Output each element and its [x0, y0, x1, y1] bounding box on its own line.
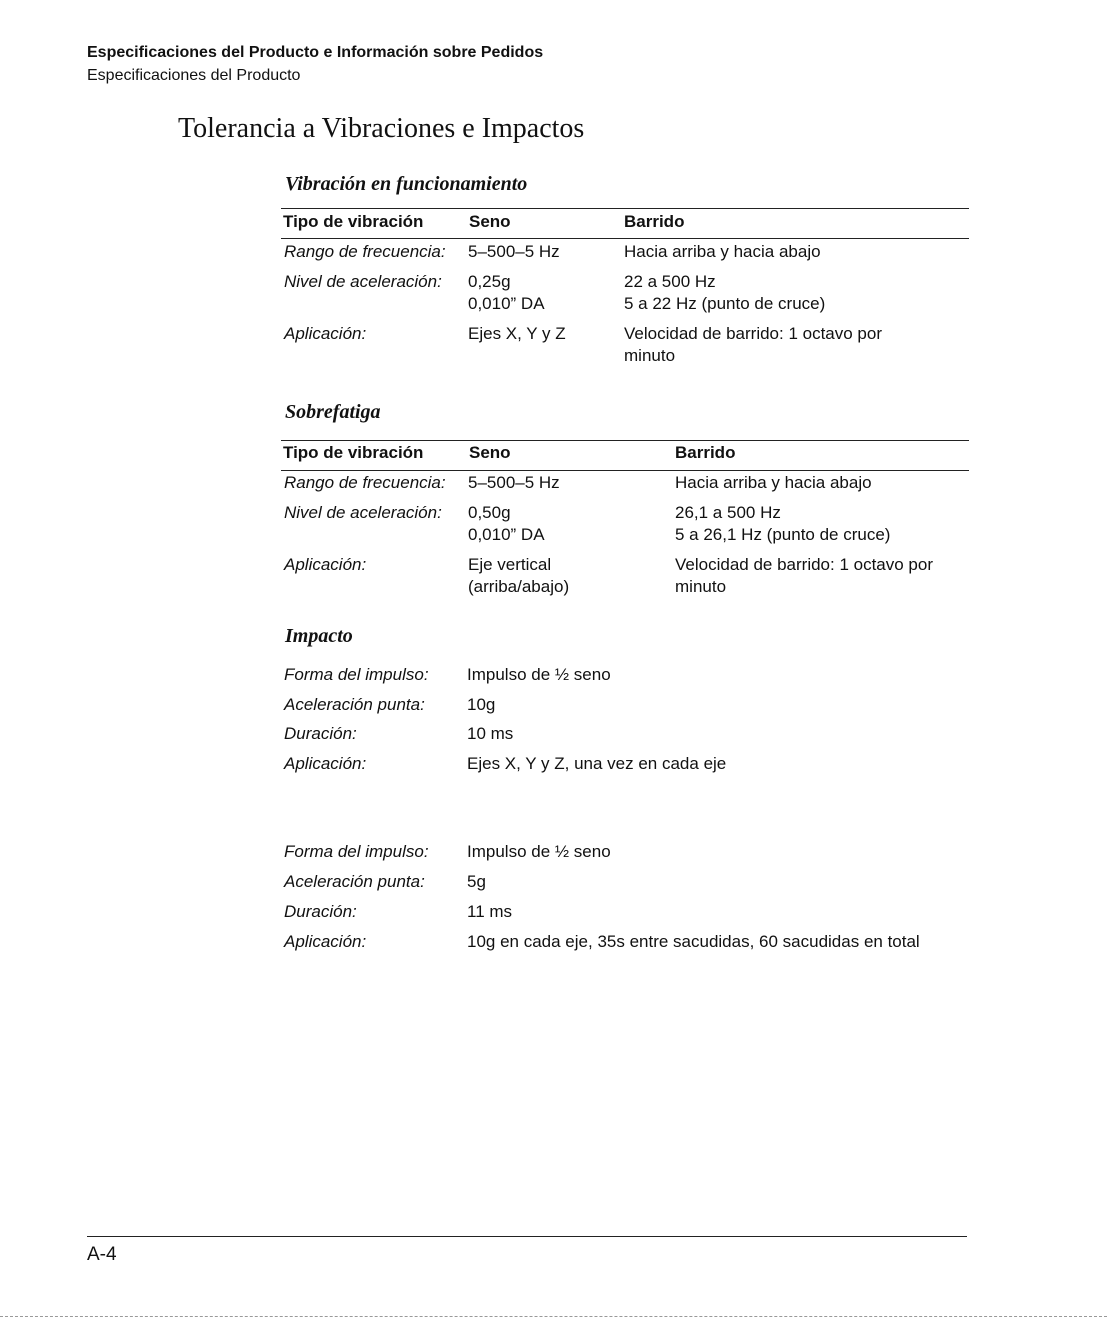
- sweep-value: Velocidad de barrido: 1 octavo por: [624, 324, 883, 343]
- table-header-type: Tipo de vibración: [283, 443, 424, 462]
- sine-value: 0,25g: [468, 272, 511, 291]
- sweep-value: 22 a 500 Hz: [624, 272, 716, 291]
- sweep-value: 5 a 26,1 Hz (punto de cruce): [675, 525, 891, 544]
- impact-value: Impulso de ½ seno: [467, 665, 611, 684]
- impact-value: 10 ms: [467, 724, 514, 743]
- impact-label: Forma del impulso:: [284, 842, 429, 861]
- sweep-value: Velocidad de barrido: 1 octavo por: [675, 555, 934, 574]
- sine-value: (arriba/abajo): [468, 577, 570, 596]
- table-header-type: Tipo de vibración: [283, 212, 424, 231]
- row-label: Nivel de aceleración:: [284, 503, 442, 522]
- impact-value: Impulso de ½ seno: [467, 842, 611, 861]
- impact-label: Aplicación:: [284, 754, 367, 773]
- footer-rule: [87, 1236, 967, 1237]
- impact-label: Aceleración punta:: [284, 872, 425, 891]
- impact-value: Ejes X, Y y Z, una vez en cada eje: [467, 754, 727, 773]
- sweep-value: 5 a 22 Hz (punto de cruce): [624, 294, 826, 313]
- row-label: Aplicación:: [284, 555, 367, 574]
- impact-label: Forma del impulso:: [284, 665, 429, 684]
- impact-label: Aplicación:: [284, 932, 367, 951]
- impact-label: Aceleración punta:: [284, 695, 425, 714]
- running-header-chapter: Especificaciones del Producto e Información sobre Pedidos: [87, 44, 544, 61]
- table-header-rule: [281, 470, 969, 471]
- impact-value: 11 ms: [467, 902, 513, 921]
- table-top-rule: [281, 208, 969, 209]
- impact-label: Duración:: [284, 902, 357, 921]
- running-header-section: Especificaciones del Producto: [87, 67, 301, 84]
- sweep-value: Hacia arriba y hacia abajo: [624, 242, 821, 261]
- table-top-rule: [281, 440, 969, 441]
- table-header-sweep: Barrido: [675, 443, 736, 462]
- page-edge-divider: [0, 1316, 1107, 1317]
- impact-value: 10g: [467, 695, 496, 714]
- table-header-sweep: Barrido: [624, 212, 685, 231]
- row-label: Nivel de aceleración:: [284, 272, 442, 291]
- sine-value: 0,010” DA: [468, 294, 545, 313]
- sweep-value: 26,1 a 500 Hz: [675, 503, 781, 522]
- section-title-overfatigue: Sobrefatiga: [285, 401, 381, 423]
- sine-value: 0,50g: [468, 503, 511, 522]
- sweep-value: minuto: [675, 577, 727, 596]
- row-label: Aplicación:: [284, 324, 367, 343]
- page-title: Tolerancia a Vibraciones e Impactos: [178, 113, 585, 144]
- section-title-operating-vibration: Vibración en funcionamiento: [285, 173, 528, 195]
- sine-value: 5–500–5 Hz: [468, 473, 560, 492]
- row-label: Rango de frecuencia:: [284, 473, 446, 492]
- table-header-sine: Seno: [469, 212, 511, 231]
- sine-value: Ejes X, Y y Z: [468, 324, 566, 343]
- page-number: A-4: [87, 1244, 117, 1265]
- sweep-value: minuto: [624, 346, 676, 365]
- sine-value: 0,010” DA: [468, 525, 545, 544]
- sweep-value: Hacia arriba y hacia abajo: [675, 473, 872, 492]
- impact-value: 10g en cada eje, 35s entre sacudidas, 60 sacudidas en total: [467, 932, 920, 951]
- sine-value: 5–500–5 Hz: [468, 242, 560, 261]
- section-title-impact: Impacto: [285, 625, 353, 647]
- sine-value: Eje vertical: [468, 555, 552, 574]
- impact-label: Duración:: [284, 724, 357, 743]
- table-header-sine: Seno: [469, 443, 511, 462]
- impact-value: 5g: [467, 872, 486, 891]
- table-header-rule: [281, 238, 969, 239]
- row-label: Rango de frecuencia:: [284, 242, 446, 261]
